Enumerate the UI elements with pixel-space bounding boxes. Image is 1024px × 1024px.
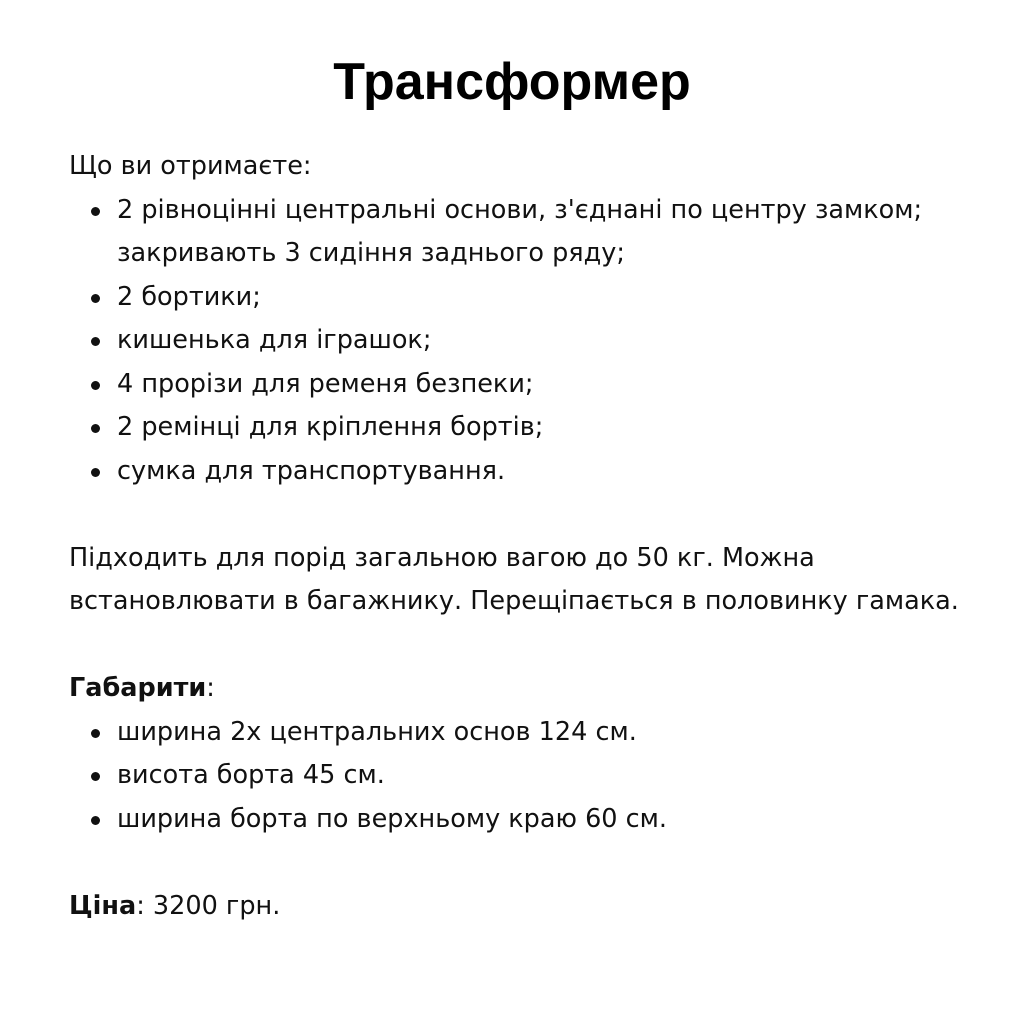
price-value: : 3200 грн. <box>136 890 281 921</box>
dimensions-list <box>69 711 969 842</box>
spacer <box>69 841 969 885</box>
list-item: 2 рівноцінні центральні основи, з'єднані по центру замком; закривають 3 сидіння заднього ряду; <box>117 189 969 276</box>
spacer <box>69 624 969 668</box>
list-item: ширина 2х центральних основ 124 см. <box>117 711 969 755</box>
product-description <box>69 145 969 928</box>
list-item: кишенька для іграшок; <box>117 319 969 363</box>
list-item: сумка для транспортування. <box>117 450 969 494</box>
dimensions-heading-label: Габарити <box>69 673 207 703</box>
list-item: ширина борта по верхньому краю 60 см. <box>117 798 969 842</box>
page-title: Трансформер <box>333 53 691 111</box>
spacer <box>69 493 969 537</box>
list-item: 2 бортики; <box>117 276 969 320</box>
description-paragraph: Підходить для порід загальною вагою до 50 кг. Можна встановлювати в багажнику. Перещіпається в половинку гамака. <box>69 542 959 616</box>
list-item: 2 ремінці для кріплення бортів; <box>117 406 969 450</box>
list-item: 4 прорізи для ременя безпеки; <box>117 363 969 407</box>
included-list <box>69 189 969 494</box>
price-line <box>69 885 969 929</box>
dimensions-heading <box>69 667 969 711</box>
price-label: Ціна <box>69 890 137 921</box>
list-item: висота борта 45 см. <box>117 754 969 798</box>
dimensions-heading-colon: : <box>206 673 215 703</box>
included-heading: Що ви отримаєте: <box>69 151 312 181</box>
